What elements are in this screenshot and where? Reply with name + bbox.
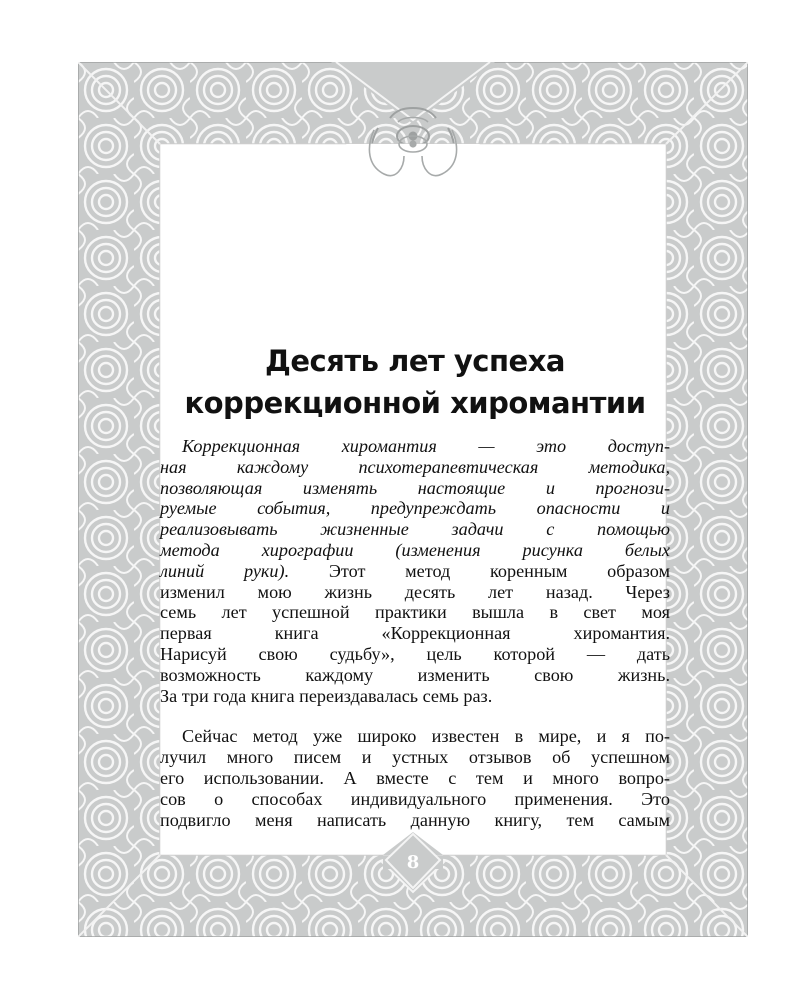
- intro-paragraph: [160, 436, 670, 706]
- chapter-title-line: Десять лет успеха: [265, 344, 565, 378]
- regular-text: Этот метод коренным образом: [289, 560, 670, 581]
- regular-text: возможность каждому изменить свою жизнь.: [160, 664, 670, 685]
- text-line: [160, 602, 670, 623]
- regular-text: За три года книга переиздавалась семь раз.: [160, 685, 493, 706]
- text-line: [160, 686, 670, 707]
- italic-text: позволяющая изменять настоящие и прогнози-: [160, 477, 670, 498]
- chapter-title-line: коррекционной хиромантии: [184, 386, 646, 420]
- regular-text: изменил мою жизнь десять лет назад. Через: [160, 581, 670, 602]
- text-line: [160, 644, 670, 665]
- text-line: [160, 457, 670, 478]
- text-line: [160, 498, 670, 519]
- italic-text: реализовывать жизненные задачи с помощью: [160, 519, 670, 540]
- regular-text: семь лет успешной практики вышла в свет моя: [160, 602, 670, 623]
- italic-text: метода хирографии (изменения рисунка белых: [160, 539, 670, 560]
- text-line: его использовании. А вместе с тем и много вопро-: [160, 767, 670, 788]
- text-line: [160, 582, 670, 603]
- italic-text: линий руки).: [160, 560, 290, 581]
- text-line: [160, 519, 670, 540]
- text-line: [160, 540, 670, 561]
- text-line: [160, 665, 670, 686]
- text-line: [160, 478, 670, 499]
- text-line: [160, 561, 670, 582]
- body-paragraph: [160, 726, 670, 830]
- text-line: [160, 436, 670, 457]
- italic-text: руемые события, предупреждать опасности и: [160, 498, 670, 519]
- text-line: Сейчас метод уже широко известен в мире, и я по-: [182, 726, 670, 747]
- text-line: [160, 623, 670, 644]
- page-number: 8: [406, 852, 420, 873]
- text-line: лучил много писем и устных отзывов об успешном: [160, 747, 670, 768]
- text-line: подвигло меня написать данную книгу, тем самым: [160, 809, 670, 830]
- page-content: [160, 200, 670, 840]
- regular-text: Нарисуй свою судьбу», цель которой — дать: [160, 643, 670, 664]
- regular-text: первая книга «Коррекционная хиромантия.: [160, 623, 670, 644]
- italic-text: Коррекционная хиромантия — это доступ-: [182, 436, 670, 456]
- chapter-title: [160, 340, 670, 424]
- italic-text: ная каждому психотерапевтическая методика,: [160, 456, 670, 477]
- text-line: сов о способах индивидуального применения. Это: [160, 788, 670, 809]
